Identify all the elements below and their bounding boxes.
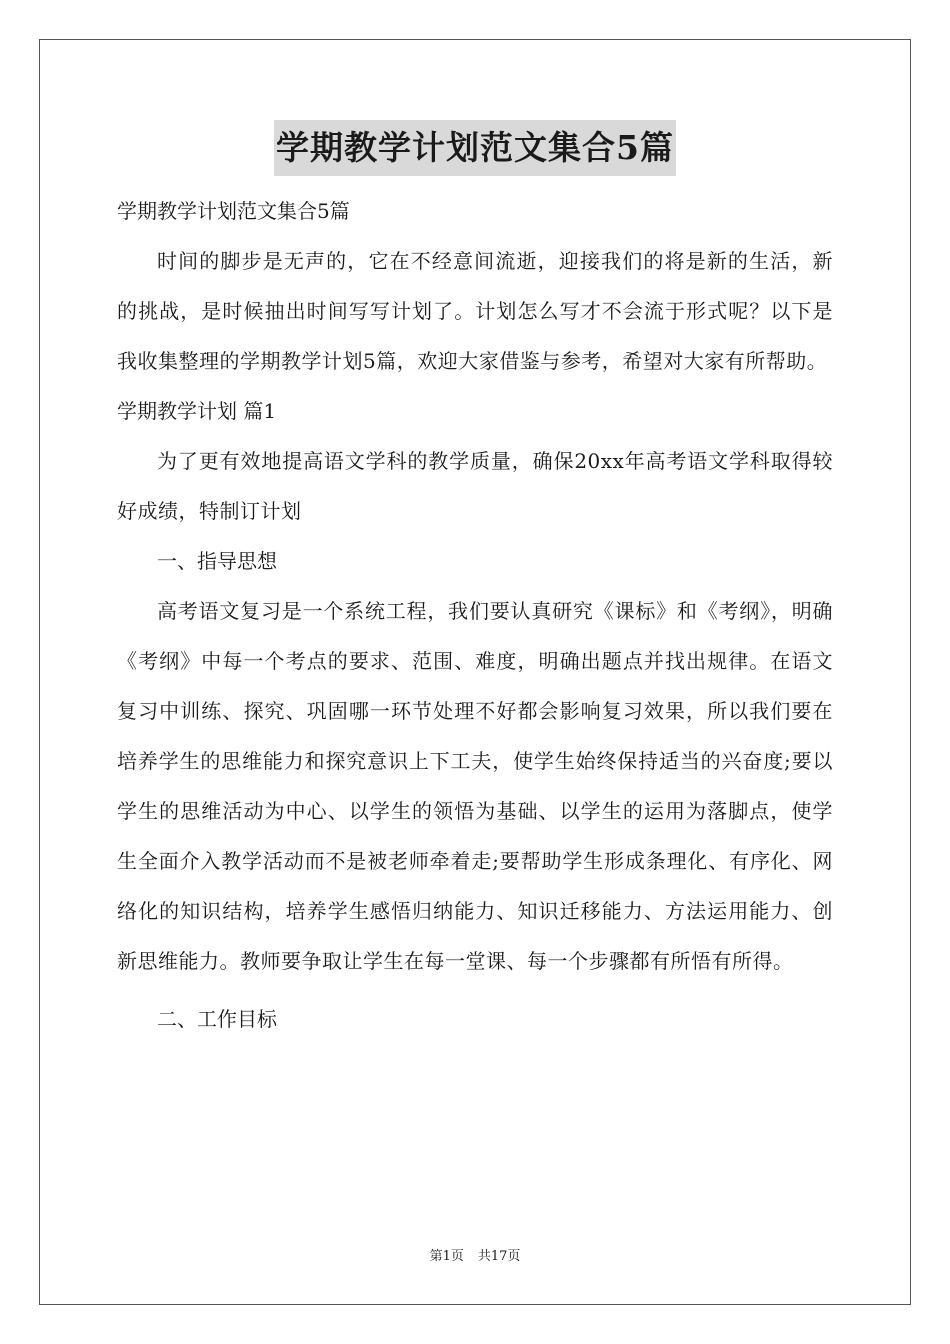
subheading-guiding-thought: 一、指导思想	[157, 549, 277, 573]
document-subtitle: 学期教学计划范文集合5篇	[117, 199, 350, 223]
guiding-thought-paragraph: 高考语文复习是一个系统工程，我们要认真研究《课标》和《考纲》，明确《考纲》中每一个考点的要求、范围、难度，明确出题点并找出规律。在语文复习中训练、探究、巩固哪一环节处理不好都会影响复习效果，所以我们要在培养学生的思维能力和探究意识上下工夫，使学生始终保持适当的兴奋度;要以学生的思维活动为中心、以学生的领悟为基础、以学生的运用为落脚点，使学生全面介入教学活动而不是被老师牵着走;要帮助学生形成条理化、有序化、网络化的知识结构，培养学生感悟归纳能力、知识迁移能力、方法运用能力、创新思维能力。教师要争取让学生在每一堂课、每一个步骤都有所悟有所得。	[117, 599, 833, 973]
title-row	[117, 120, 833, 176]
section-heading: 学期教学计划 篇1	[117, 399, 277, 423]
section-paragraph: 为了更有效地提高语文学科的教学质量，确保20xx年高考语文学科取得较好成绩，特制订计划	[117, 449, 833, 523]
subheading-work-goals: 二、工作目标	[157, 1007, 277, 1031]
page-total: 共17页	[477, 1249, 521, 1264]
page-footer	[0, 1247, 950, 1267]
document-title: 学期教学计划范文集合5篇	[274, 120, 676, 176]
page-number: 第1页	[429, 1249, 464, 1264]
document-body	[117, 120, 833, 1044]
spacer	[117, 986, 833, 994]
intro-paragraph: 时间的脚步是无声的，它在不经意间流逝，迎接我们的将是新的生活，新的挑战，是时候抽出时间写写计划了。计划怎么写才不会流于形式呢？以下是我收集整理的学期教学计划5篇，欢迎大家借鉴与参考，希望对大家有所帮助。	[117, 249, 833, 373]
